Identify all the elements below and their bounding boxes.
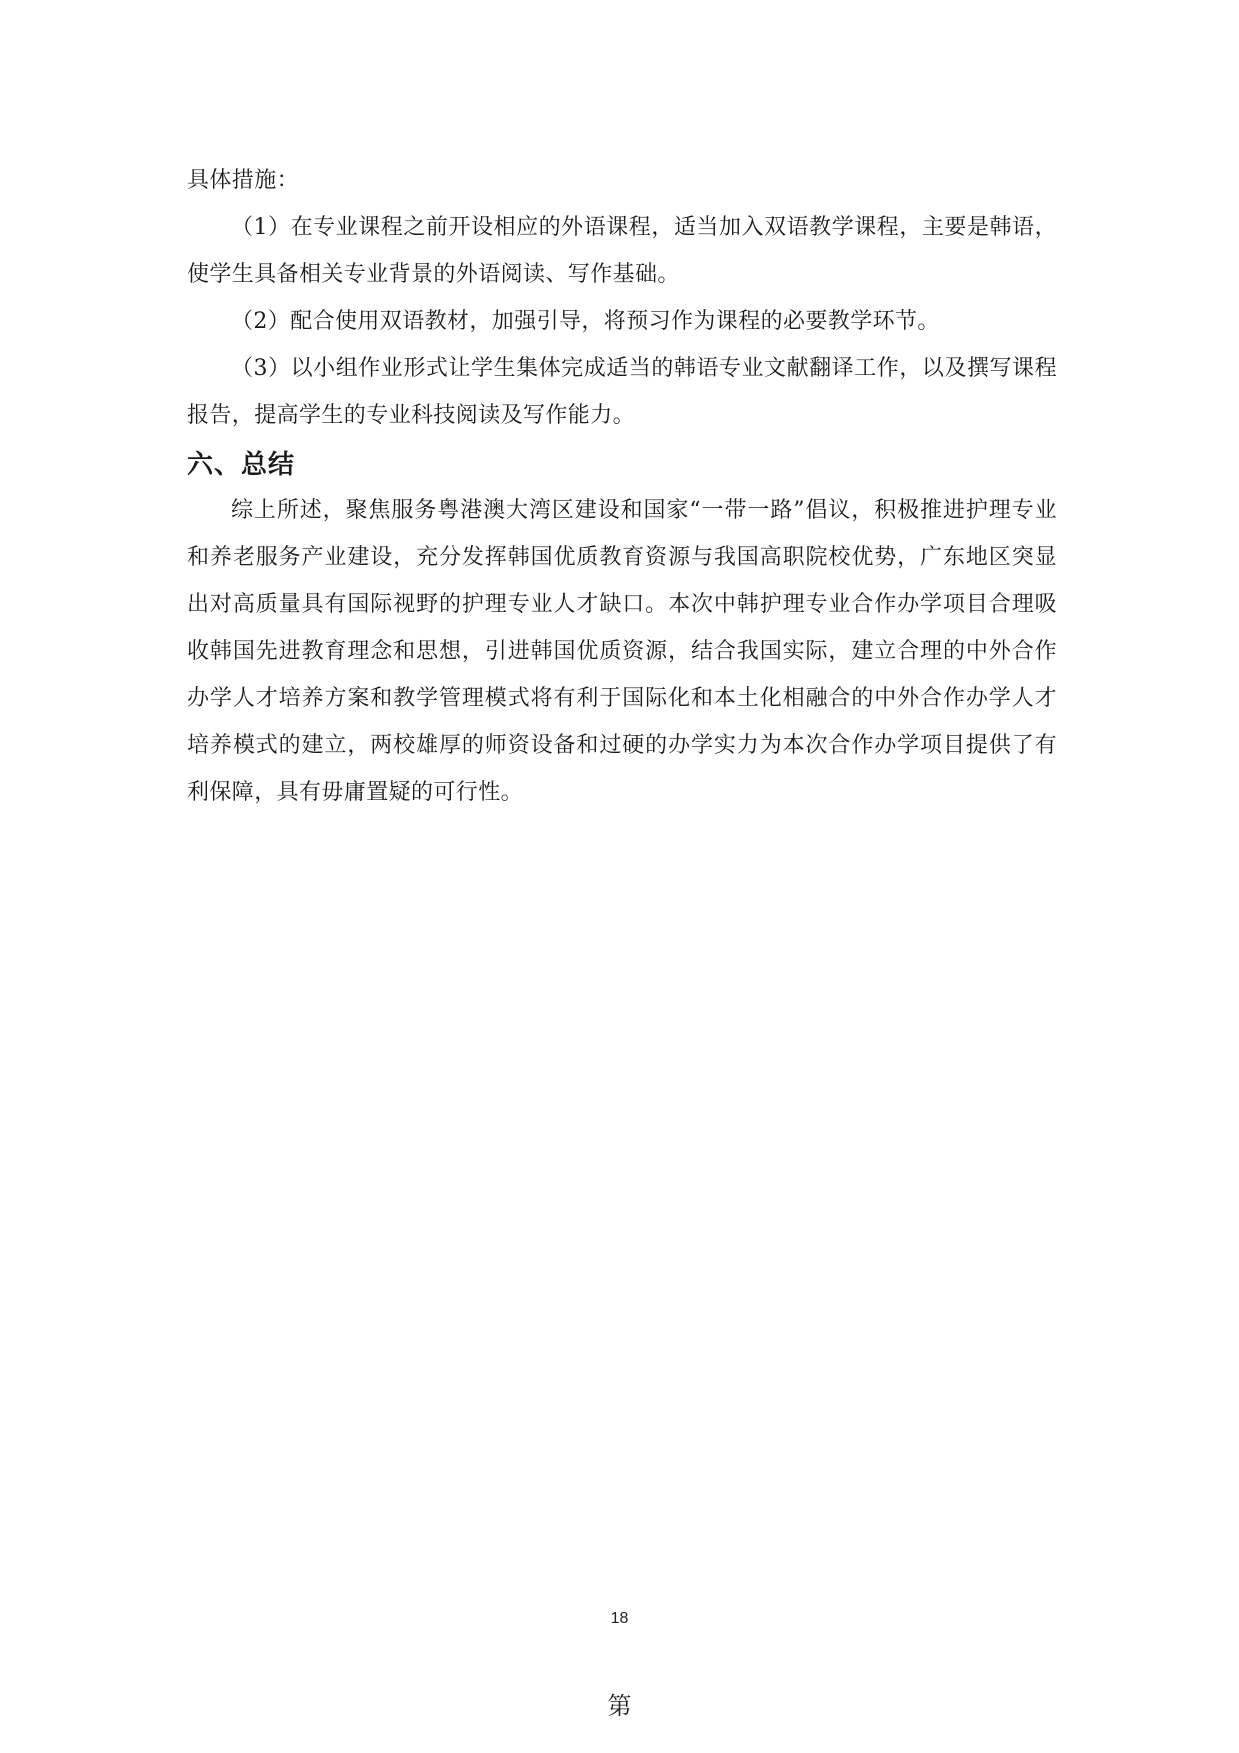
summary-paragraph: 综上所述，聚焦服务粤港澳大湾区建设和国家“一带一路”倡议，积极推进护理专业和养老服务产业建设，充分发挥韩国优质教育资源与我国高职院校优势，广东地区突显出对高质量具有国际视野的护理专业人才缺口。本次中韩护理专业合作办学项目合理吸收韩国先进教育理念和思想，引进韩国优质资源，结合我国实际，建立合理的中外合作办学人才培养方案和教学管理模式将有利于国际化和本土化相融合的中外合作办学人才培养模式的建立，两校雄厚的师资设备和过硬的办学实力为本次合作办学项目提供了有利保障，具有毋庸置疑的可行性。: [187, 498, 1057, 805]
page-body: [187, 157, 1057, 816]
measures-label: 具体措施：: [187, 168, 300, 193]
page-number: 18: [610, 1610, 629, 1627]
measure-item-3: （3）以小组作业形式让学生集体完成适当的韩语专业文献翻译工作，以及撰写课程报告，提高学生的专业科技阅读及写作能力。: [187, 356, 1057, 428]
measure-item-1: （1）在专业课程之前开设相应的外语课程，适当加入双语教学课程，主要是韩语，使学生具备相关专业背景的外语阅读、写作基础。: [187, 215, 1057, 287]
footer-trailing-char: 第: [607, 1692, 632, 1720]
measure-item-2: （2）配合使用双语教材，加强引导，将预习作为课程的必要教学环节。: [231, 309, 940, 334]
section-heading-summary: 六、总结: [187, 450, 296, 480]
